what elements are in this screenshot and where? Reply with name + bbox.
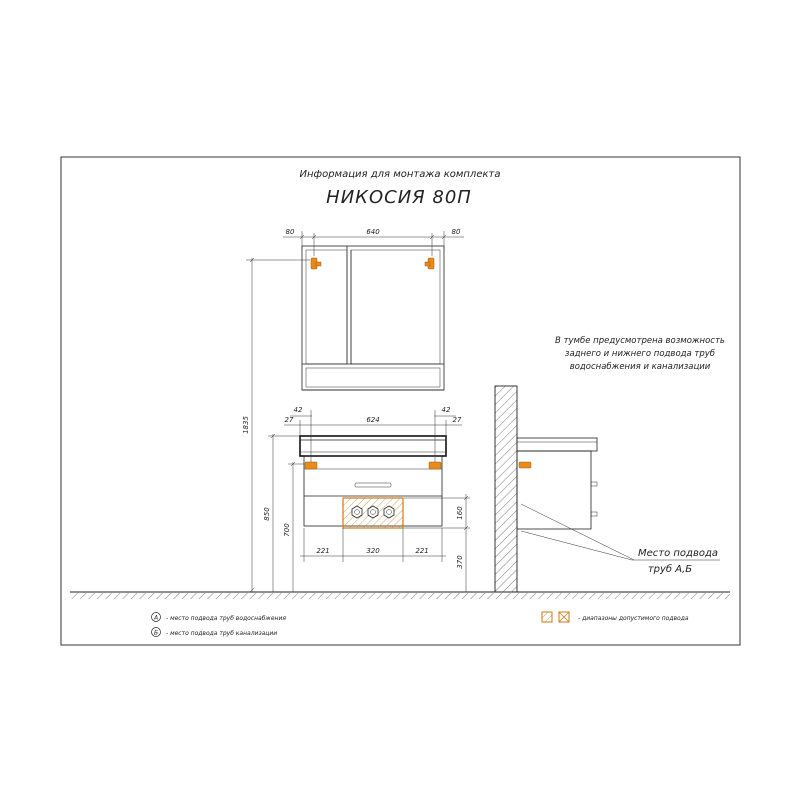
- dim-mirror-left: 80: [285, 228, 295, 236]
- legend-drain-text: - место подвода труб канализации: [166, 630, 278, 637]
- svg-text:заднего и нижнего подвода труб: заднего и нижнего подвода труб: [564, 349, 716, 359]
- bottom-dimension: [300, 528, 446, 562]
- legend-range-text: - диапазоны допустимого подвода: [578, 615, 689, 622]
- dim-vanity-right-outer: 42: [441, 406, 451, 414]
- mount-point-right-icon: [425, 258, 434, 269]
- right-height-dimension: [404, 494, 470, 592]
- dim-vanity-left-outer: 42: [293, 406, 303, 414]
- dim-total-height: 1835: [242, 416, 250, 434]
- dim-vanity-left-inner: 27: [284, 416, 294, 424]
- legend-water-text: - место подвода труб водоснабжения: [166, 615, 286, 622]
- side-callout-line2: труб А,Б: [647, 564, 693, 575]
- vanity-top-dimension: [284, 406, 462, 462]
- legend-drain-symbol-icon: [152, 628, 161, 637]
- drawing-title: НИКОСИЯ 80П: [326, 187, 472, 208]
- side-view: [495, 386, 720, 592]
- legend-water-symbol-icon: [152, 613, 161, 622]
- vanity-unit: [300, 436, 446, 528]
- height-850-dimension: [263, 434, 300, 592]
- dim-mirror-center: 640: [366, 228, 380, 236]
- pipe-hex-icon: [352, 506, 394, 518]
- svg-text:В тумбе предусмотрена возможно: В тумбе предусмотрена возможность: [555, 336, 725, 346]
- legend: [152, 612, 689, 637]
- mirror-cabinet: [302, 246, 444, 390]
- dim-height-160: 160: [456, 506, 464, 520]
- installation-note: [555, 336, 725, 372]
- vanity-mount-right-icon: [429, 462, 441, 469]
- dim-bottom-left: 221: [316, 547, 330, 555]
- mount-point-left-icon: [311, 258, 321, 269]
- dim-height-370: 370: [456, 555, 464, 569]
- svg-text:водоснабжения и канализации: водоснабжения и канализации: [569, 362, 711, 372]
- dim-height-850: 850: [263, 507, 271, 521]
- dim-height-700: 700: [283, 523, 291, 537]
- sheet-frame: [61, 157, 740, 645]
- floor-line: [70, 592, 730, 599]
- dim-vanity-right-inner: 27: [452, 416, 462, 424]
- dim-mirror-right: 80: [451, 228, 461, 236]
- height-700-dimension: [283, 462, 304, 592]
- svg-text:А: А: [153, 614, 159, 622]
- mirror-top-dimension: [283, 228, 464, 256]
- vanity-mount-left-icon: [305, 462, 317, 469]
- side-mount-icon: [519, 462, 531, 468]
- drawing-subtitle: Информация для монтажа комплекта: [299, 169, 501, 180]
- legend-range-icon: [542, 612, 569, 622]
- dim-bottom-center: 320: [366, 547, 380, 555]
- dim-vanity-center: 624: [366, 416, 380, 424]
- dim-bottom-right: 221: [415, 547, 429, 555]
- side-callout-line1: Место подвода: [637, 548, 719, 559]
- svg-text:Б: Б: [153, 629, 159, 637]
